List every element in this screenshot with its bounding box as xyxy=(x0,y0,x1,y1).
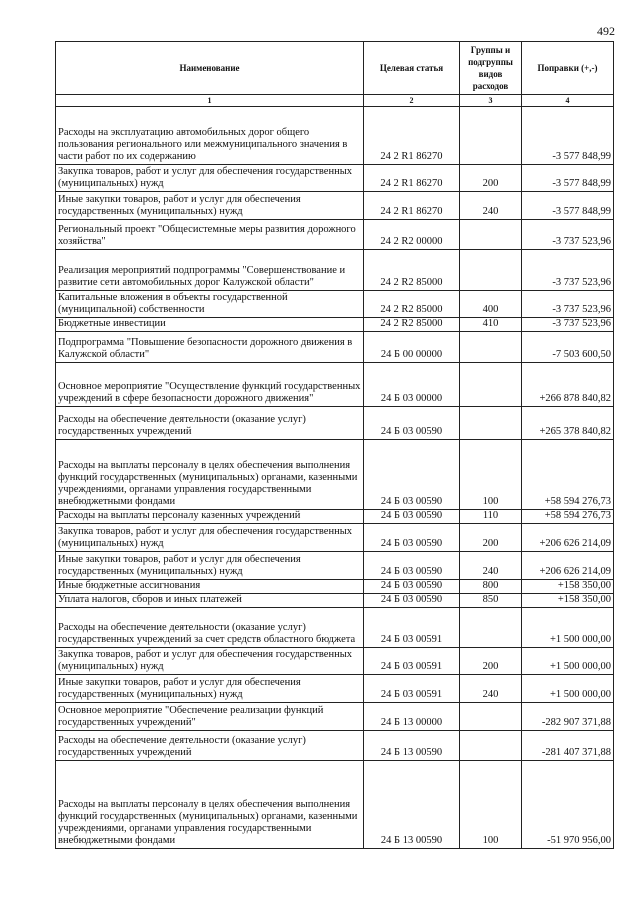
row-group-code xyxy=(460,703,522,731)
header-name: Наименование xyxy=(56,42,364,95)
row-name: Реализация мероприятий подпрограммы "Совершенствование и развитие сети автомобильных дорог Калужской области" xyxy=(56,250,364,291)
table-row xyxy=(56,608,614,648)
row-amount: +1 500 000,00 xyxy=(522,648,614,675)
row-amount: -3 737 523,96 xyxy=(522,250,614,291)
row-group-code: 240 xyxy=(460,192,522,220)
row-amount: +1 500 000,00 xyxy=(522,675,614,703)
table-row xyxy=(56,761,614,849)
table-row xyxy=(56,703,614,731)
row-target-code: 24 Б 03 00591 xyxy=(364,675,460,703)
row-name: Иные закупки товаров, работ и услуг для обеспечения государственных (муниципальных) нужд xyxy=(56,192,364,220)
row-amount: -3 737 523,96 xyxy=(522,318,614,332)
row-group-code: 850 xyxy=(460,594,522,608)
table-row xyxy=(56,731,614,761)
row-group-code: 100 xyxy=(460,440,522,510)
table-row xyxy=(56,510,614,524)
table-row xyxy=(56,648,614,675)
row-name: Закупка товаров, работ и услуг для обеспечения государственных (муниципальных) нужд xyxy=(56,648,364,675)
row-group-code xyxy=(460,250,522,291)
row-name: Расходы на эксплуатацию автомобильных дорог общего пользования регионального или межмуниципального значения в части работ по их содержанию xyxy=(56,107,364,165)
row-target-code: 24 Б 03 00000 xyxy=(364,363,460,407)
table-row xyxy=(56,332,614,363)
table-row xyxy=(56,220,614,250)
row-target-code: 24 2 R2 85000 xyxy=(364,291,460,318)
row-name: Основное мероприятие "Осуществление функций государственных учреждений в сфере безопасности дорожного движения" xyxy=(56,363,364,407)
table-row xyxy=(56,594,614,608)
row-group-code xyxy=(460,731,522,761)
row-group-code xyxy=(460,332,522,363)
row-name: Капитальные вложения в объекты государственной (муниципальной) собственности xyxy=(56,291,364,318)
row-amount: +265 378 840,82 xyxy=(522,407,614,440)
table-row xyxy=(56,363,614,407)
row-target-code: 24 Б 03 00590 xyxy=(364,407,460,440)
row-name: Уплата налогов, сборов и иных платежей xyxy=(56,594,364,608)
row-group-code: 200 xyxy=(460,524,522,552)
row-target-code: 24 2 R1 86270 xyxy=(364,192,460,220)
row-group-code: 240 xyxy=(460,552,522,580)
row-target-code: 24 2 R1 86270 xyxy=(364,165,460,192)
row-target-code: 24 2 R2 00000 xyxy=(364,220,460,250)
row-group-code xyxy=(460,363,522,407)
row-group-code: 410 xyxy=(460,318,522,332)
row-amount: -282 907 371,88 xyxy=(522,703,614,731)
page-number: 492 xyxy=(597,24,615,38)
row-target-code: 24 Б 03 00591 xyxy=(364,648,460,675)
row-amount: +206 626 214,09 xyxy=(522,552,614,580)
row-amount: +58 594 276,73 xyxy=(522,510,614,524)
row-target-code: 24 Б 13 00000 xyxy=(364,703,460,731)
row-name: Расходы на выплаты персоналу в целях обеспечения выполнения функций государственных (муниципальных) органами, казенными учреждениями, органами управления государственными внебюджетными фондами xyxy=(56,440,364,510)
header-row xyxy=(56,42,614,95)
row-group-code xyxy=(460,107,522,165)
row-name: Иные закупки товаров, работ и услуг для обеспечения государственных (муниципальных) нужд xyxy=(56,552,364,580)
row-target-code: 24 Б 03 00590 xyxy=(364,580,460,594)
table-row xyxy=(56,107,614,165)
column-number: 2 xyxy=(364,95,460,107)
table-row xyxy=(56,552,614,580)
table-row xyxy=(56,524,614,552)
row-group-code: 400 xyxy=(460,291,522,318)
row-group-code: 200 xyxy=(460,648,522,675)
table-row xyxy=(56,407,614,440)
table-row xyxy=(56,580,614,594)
row-amount: -3 577 848,99 xyxy=(522,107,614,165)
column-number: 4 xyxy=(522,95,614,107)
header-amendments: Поправки (+,-) xyxy=(522,42,614,95)
row-target-code: 24 Б 03 00591 xyxy=(364,608,460,648)
row-target-code: 24 2 R2 85000 xyxy=(364,318,460,332)
row-name: Расходы на обеспечение деятельности (оказание услуг) государственных учреждений за счет средств областного бюджета xyxy=(56,608,364,648)
row-group-code xyxy=(460,608,522,648)
row-group-code xyxy=(460,220,522,250)
row-amount: -3 737 523,96 xyxy=(522,291,614,318)
row-amount: +206 626 214,09 xyxy=(522,524,614,552)
row-target-code: 24 Б 03 00590 xyxy=(364,594,460,608)
row-target-code: 24 Б 03 00590 xyxy=(364,552,460,580)
column-number: 3 xyxy=(460,95,522,107)
row-group-code: 200 xyxy=(460,165,522,192)
row-name: Основное мероприятие "Обеспечение реализации функций государственных учреждений" xyxy=(56,703,364,731)
row-name: Иные бюджетные ассигнования xyxy=(56,580,364,594)
row-target-code: 24 Б 13 00590 xyxy=(364,731,460,761)
row-name: Расходы на выплаты персоналу в целях обеспечения выполнения функций государственных (муниципальных) органами, казенными учреждениями, органами управления государственными внебюджетными фондами xyxy=(56,761,364,849)
row-target-code: 24 Б 03 00590 xyxy=(364,524,460,552)
row-amount: -7 503 600,50 xyxy=(522,332,614,363)
row-amount: +158 350,00 xyxy=(522,594,614,608)
row-amount: -3 577 848,99 xyxy=(522,165,614,192)
row-group-code: 240 xyxy=(460,675,522,703)
header-target: Целевая статья xyxy=(364,42,460,95)
row-target-code: 24 2 R1 86270 xyxy=(364,107,460,165)
row-amount: -3 577 848,99 xyxy=(522,192,614,220)
row-name: Расходы на обеспечение деятельности (оказание услуг) государственных учреждений xyxy=(56,731,364,761)
row-target-code: 24 Б 03 00590 xyxy=(364,440,460,510)
table-row xyxy=(56,318,614,332)
row-name: Иные закупки товаров, работ и услуг для обеспечения государственных (муниципальных) нужд xyxy=(56,675,364,703)
row-amount: -51 970 956,00 xyxy=(522,761,614,849)
row-amount: +1 500 000,00 xyxy=(522,608,614,648)
row-group-code: 110 xyxy=(460,510,522,524)
budget-table xyxy=(55,41,614,849)
row-amount: -281 407 371,88 xyxy=(522,731,614,761)
table-row xyxy=(56,192,614,220)
row-target-code: 24 2 R2 85000 xyxy=(364,250,460,291)
row-amount: +58 594 276,73 xyxy=(522,440,614,510)
row-name: Расходы на выплаты персоналу казенных учреждений xyxy=(56,510,364,524)
table-row xyxy=(56,291,614,318)
table-row xyxy=(56,675,614,703)
column-number: 1 xyxy=(56,95,364,107)
row-target-code: 24 Б 13 00590 xyxy=(364,761,460,849)
table-row xyxy=(56,440,614,510)
row-group-code: 800 xyxy=(460,580,522,594)
row-name: Бюджетные инвестиции xyxy=(56,318,364,332)
row-amount: -3 737 523,96 xyxy=(522,220,614,250)
row-name: Расходы на обеспечение деятельности (оказание услуг) государственных учреждений xyxy=(56,407,364,440)
row-name: Региональный проект "Общесистемные меры развития дорожного хозяйства" xyxy=(56,220,364,250)
row-name: Подпрограмма "Повышение безопасности дорожного движения в Калужской области" xyxy=(56,332,364,363)
table-row xyxy=(56,250,614,291)
row-name: Закупка товаров, работ и услуг для обеспечения государственных (муниципальных) нужд xyxy=(56,165,364,192)
row-amount: +266 878 840,82 xyxy=(522,363,614,407)
header-groups: Группы и подгруппы видов расходов xyxy=(460,42,522,95)
row-group-code: 100 xyxy=(460,761,522,849)
column-number-row xyxy=(56,95,614,107)
row-amount: +158 350,00 xyxy=(522,580,614,594)
row-target-code: 24 Б 03 00590 xyxy=(364,510,460,524)
row-target-code: 24 Б 00 00000 xyxy=(364,332,460,363)
row-group-code xyxy=(460,407,522,440)
row-name: Закупка товаров, работ и услуг для обеспечения государственных (муниципальных) нужд xyxy=(56,524,364,552)
table-row xyxy=(56,165,614,192)
